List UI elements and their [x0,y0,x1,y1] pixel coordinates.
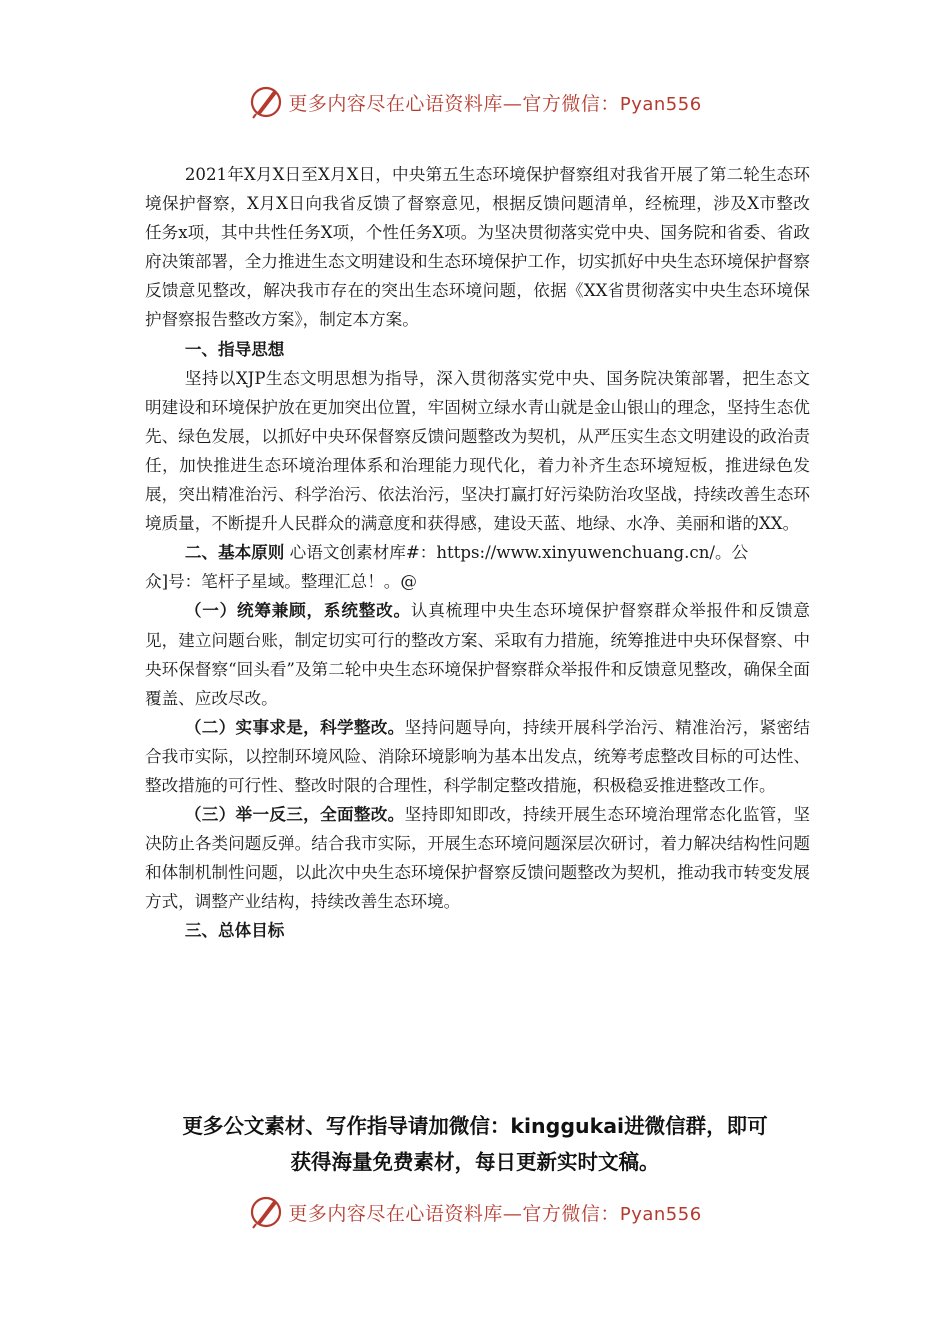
section-heading-overall-goals: 三、总体目标 [184,921,285,941]
banner-text: 更多内容尽在心语资料库—官方微信：Pyan556 [288,1202,702,1225]
principle-3-lead: （三）举一反三，全面整改。 [184,805,405,825]
quill-pen-logo-icon [248,84,284,120]
principle-2-body: 坚持问题导向，持续开展科学治污、精准治污，紧密结合我市实际，以控制环境风险、消除环境影响为基本出发点，统筹考虑整改目标的可达性、整改措施的可行性、整改时限的合理性，科学制定整改措施，积极稳妥推进整改工作。 [145,717,810,795]
principle-1-lead: （一）统筹兼顾，系统整改。 [184,601,411,621]
principle-2-paragraph [145,713,810,800]
principle-2-lead: （二）实事求是，科学整改。 [184,717,405,737]
inserted-source-note-continued: 众]号：笔杆子星域。整理汇总！。@ [145,572,417,592]
promo-line-2: 获得海量免费素材，每日更新实时文稿。 [290,1150,660,1174]
header-watermark-banner [0,82,950,122]
principle-3-body: 坚持即知即改，持续开展生态环境治理常态化监管，坚决防止各类问题反弹。结合我市实际，开展生态环境问题深层次研讨，着力解决结构性问题和体制机制性问题，以此次中央生态环境保护督察反馈问题整改为契机，推动我市转变发展方式，调整产业结构，持续改善生态环境。 [145,805,810,912]
inserted-source-note: 心语文创素材库#：https://www.xinyuwenchuang.cn/。公 [284,543,749,563]
promo-notice [0,1108,950,1180]
promo-line-1: 更多公文素材、写作指导请加微信：kinggukai进微信群，即可 [182,1114,768,1138]
section-heading-guiding-thought: 一、指导思想 [184,339,285,359]
quill-pen-logo-icon [248,1194,284,1230]
guiding-thought-paragraph: 坚持以XJP生态文明思想为指导，深入贯彻落实党中央、国务院决策部署，把生态文明建设和环境保护放在更加突出位置，牢固树立绿水青山就是金山银山的理念，坚持生态优先、绿色发展，以抓好中央环保督察反馈问题整改为契机，从严压实生态文明建设的政治责任，加快推进生态环境治理体系和治理能力现代化，着力补齐生态环境短板，推进绿色发展，突出精准治污、科学治污、依法治污，坚决打赢打好污染防治攻坚战，持续改善生态环境质量，不断提升人民群众的满意度和获得感，建设天蓝、地绿、水净、美丽和谐的XX。 [145,368,810,534]
banner-text: 更多内容尽在心语资料库—官方微信：Pyan556 [288,92,702,115]
principle-3-paragraph [145,800,810,916]
principle-1-body: 认真梳理中央生态环境保护督察群众举报件和反馈意见，建立问题台账，制定切实可行的整改方案、采取有力措施，统筹推进中央环保督察、中央环保督察“回头看”及第二轮中央生态环境保护督察群众举报件和反馈意见整改，确保全面覆盖、应改尽改。 [145,601,811,708]
footer-watermark-banner [0,1192,950,1232]
section-heading-basic-principles: 二、基本原则 [184,543,285,563]
intro-paragraph: 2021年X月X日至X月X日，中央第五生态环境保护督察组对我省开展了第二轮生态环境保护督察，X月X日向我省反馈了督察意见，根据反馈问题清单，经梳理，涉及X市整改任务x项，其中共性任务X项，个性任务X项。为坚决贯彻落实党中央、国务院和省委、省政府决策部署，全力推进生态文明建设和生态环境保护工作，切实抓好中央生态环境保护督察反馈意见整改，解决我市存在的突出生态环境问题，依据《XX省贯彻落实中央生态环境保护督察报告整改方案》，制定本方案。 [145,165,810,330]
basic-principles-line [145,538,810,567]
principle-1-paragraph [145,596,810,712]
document-body [145,160,810,946]
